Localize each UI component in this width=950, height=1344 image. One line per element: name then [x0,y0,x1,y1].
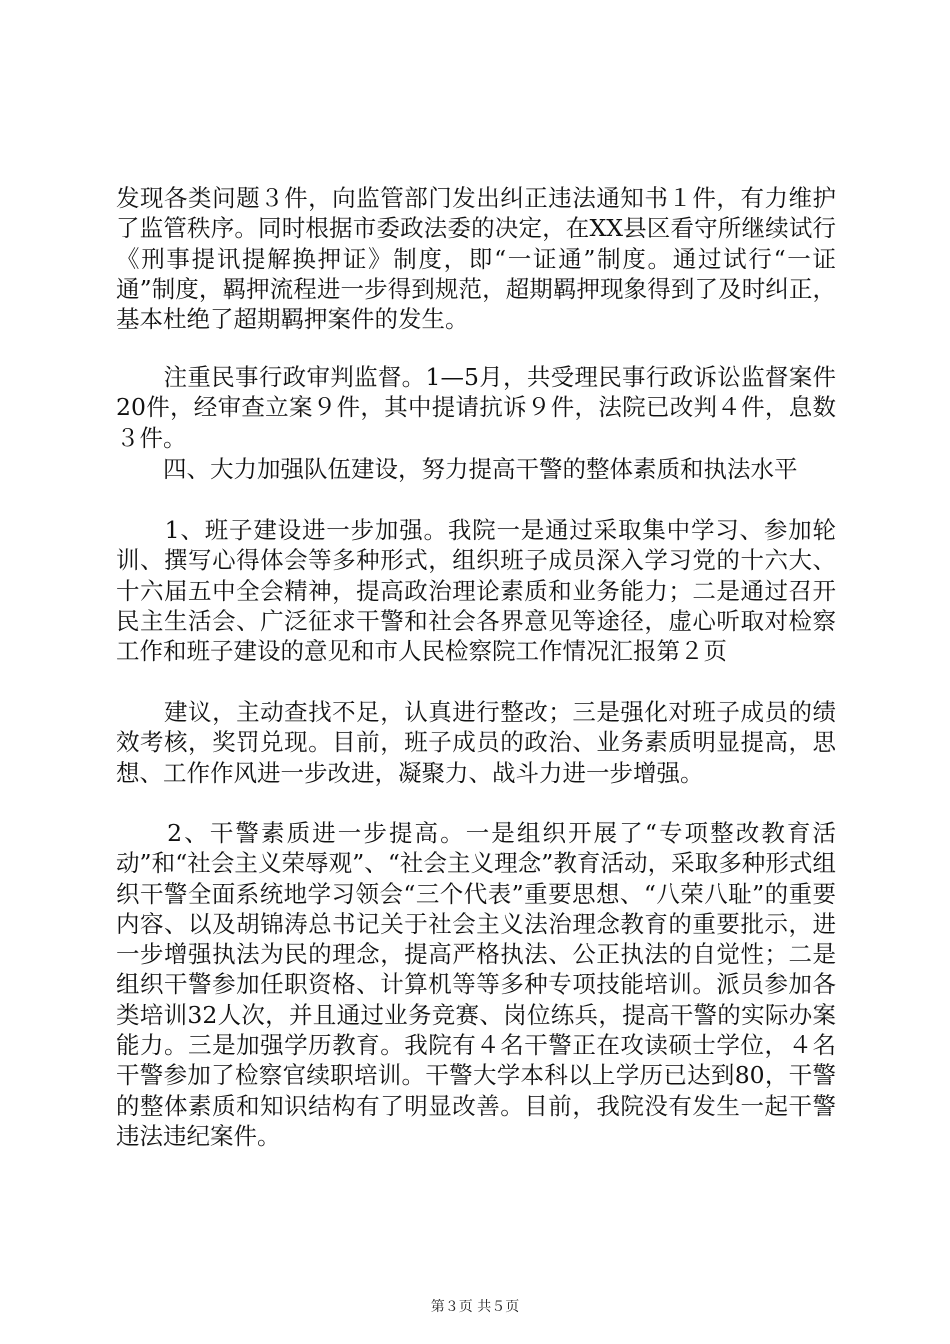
paragraph-civil-administrative-supervision: 注重民事行政审判监督。1—5月，共受理民事行政诉讼监督案件20件，经审查立案９件，其中提请抗诉９件，法院已改判４件，息数３件。 [116,363,836,452]
page-number-footer: 第３页 共５页 [430,1299,520,1315]
paragraph-supervision-order: 发现各类问题３件，向监管部门发出纠正违法通知书１件，有力维护了监管秩序。同时根据市委政法委的决定，在XX县区看守所继续试行《刑事提讯提解换押证》制度，即“一证通”制度。通过试行“一证通”制度，羁押流程进一步得到规范，超期羁押现象得到了及时纠正，基本杜绝了超期羁押案件的发生。 [116,184,836,334]
paragraph-leadership-assessment: 建议，主动查找不足，认真进行整改；三是强化对班子成员的绩效考核，奖罚兑现。目前，班子成员的政治、业务素质明显提高，思想、工作作风进一步改进，凝聚力、战斗力进一步增强。 [116,698,836,787]
paragraph-staff-quality: 2、干警素质进一步提高。一是组织开展了“专项整改教育活动”和“社会主义荣辱观”、“社会主义理念”教育活动，采取多种形式组织干警全面系统地学习领会“三个代表”重要思想、“八荣八耻”的重要内容、以及胡锦涛总书记关于社会主义法治理念教育的重要批示，进一步增强执法为民的理念，提高严格执法、公正执法的自觉性；二是组织干警参加任职资格、计算机等等多种专项技能培训。派员参加各类培训32人次，并且通过业务竞赛、岗位练兵，提高干警的实际办案能力。三是加强学历教育。我院有４名干警正在攻读硕士学位，４名干警参加了检察官续职培训。干警大学本科以上学历已达到80，干警的整体素质和知识结构有了明显改善。目前，我院没有发生一起干警违法违纪案件。 [116,819,836,1150]
section-heading-team-building: 四、大力加强队伍建设，努力提高干警的整体素质和执法水平 [116,455,798,483]
paragraph-leadership-building: 1、班子建设进一步加强。我院一是通过采取集中学习、参加轮训、撰写心得体会等多种形式，组织班子成员深入学习党的十六大、十六届五中全会精神，提高政治理论素质和业务能力；二是通过召开民主生活会、广泛征求干警和社会各界意见等途径，虚心听取对检察工作和班子建设的意见和市人民检察院工作情况汇报第２页 [116,516,836,666]
